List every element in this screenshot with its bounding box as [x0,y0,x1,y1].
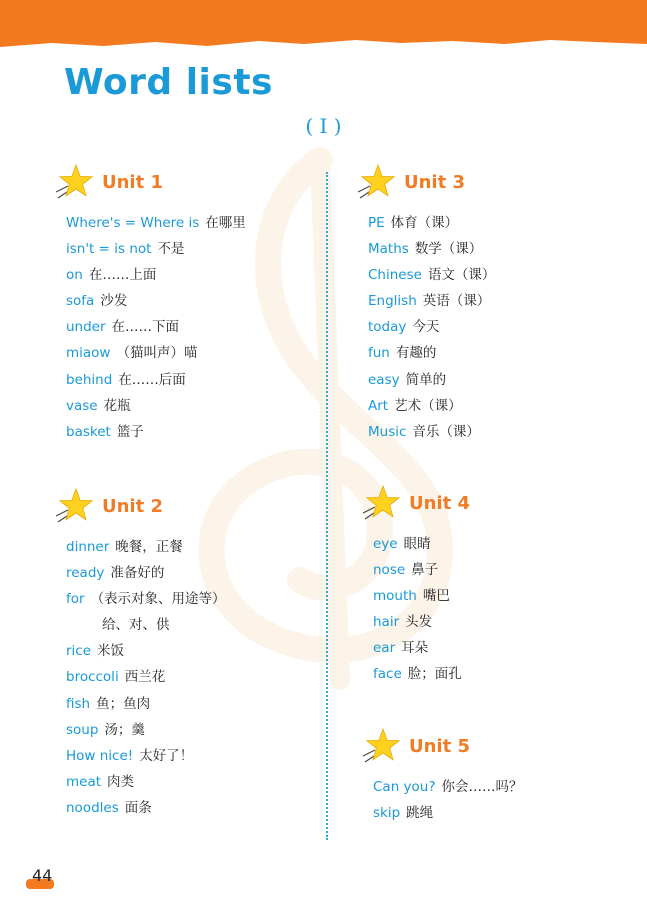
chinese-meaning: 简单的 [405,371,447,388]
word-entry [66,560,226,586]
word-entry [66,288,246,314]
word-entry [66,664,226,690]
english-word: soup [66,721,99,738]
word-entry [66,367,246,393]
english-word: today [368,319,407,336]
unit-heading [373,489,470,529]
unit-heading [66,168,246,208]
word-list [66,210,246,445]
english-word: under [66,319,106,336]
chinese-meaning: 跳绳 [406,805,434,822]
word-list [373,774,523,826]
chinese-meaning: 肉类 [107,773,135,790]
english-word: fun [368,345,390,362]
english-word: Art [368,397,389,414]
chinese-meaning: 音乐（课） [412,423,480,440]
unit-heading [66,492,226,532]
chinese-meaning: 准备好的 [110,565,165,582]
chinese-meaning: 鱼；鱼肉 [96,695,151,712]
english-word: sofa [66,293,95,310]
word-entry [368,236,495,262]
unit-title: Unit 5 [409,736,470,757]
word-entry [373,635,462,661]
word-entry [373,609,462,635]
english-word: How nice! [66,747,134,764]
english-word: isn't = is not [66,241,152,258]
star-icon [354,162,396,204]
word-entry [66,419,246,445]
chinese-meaning: 晚餐，正餐 [115,539,183,555]
english-word: Maths [368,241,409,258]
english-word: noodles [66,799,119,816]
chinese-meaning: 西兰花 [124,669,166,686]
english-word: Chinese [368,267,422,284]
english-word: dinner [66,539,110,555]
english-word: PE [368,215,385,231]
chinese-meaning: 脸；面孔 [407,666,462,683]
word-entry [368,419,495,445]
chinese-meaning: 汤；羹 [104,721,145,738]
column-divider [326,172,328,840]
english-word: hair [373,614,400,631]
english-word: skip [373,805,401,822]
word-entry [66,314,246,340]
chinese-meaning: 语文（课） [427,267,496,284]
chinese-meaning: 眼睛 [403,536,431,552]
english-word: English [368,293,417,310]
chinese-meaning: 给、对、供 [102,617,170,634]
word-entry [368,367,495,393]
star-icon [52,486,94,528]
chinese-meaning: （表示对象、用途等） [90,591,226,608]
chinese-meaning: 鼻子 [411,562,439,579]
word-entry [66,795,226,821]
page-number: 44 [32,866,53,885]
english-word: on [66,267,83,284]
word-entry [66,534,226,560]
english-word: rice [66,643,92,660]
unit-title: Unit 1 [102,172,163,193]
chinese-meaning: 沙发 [100,293,128,310]
word-entry [373,661,462,687]
chinese-meaning: 耳朵 [401,640,429,657]
chinese-meaning: 米饭 [97,643,125,660]
word-entry [66,691,226,717]
word-entry [66,638,226,664]
section-label: ( I ) [305,114,342,138]
page-title: Word lists [64,62,273,103]
word-entry [66,340,246,366]
english-word: for [66,591,85,608]
word-entry [66,717,226,743]
english-word: Music [368,423,407,440]
chinese-meaning: 今天 [412,319,440,336]
word-entry [368,314,495,340]
word-entry [373,800,523,826]
word-list [66,534,226,821]
word-entry [373,583,462,609]
word-entry [66,262,246,288]
unit-heading [368,168,495,208]
chinese-meaning: 你会……吗？ [441,779,523,795]
english-word: Can you? [373,779,436,795]
chinese-meaning: 在……下面 [111,319,180,336]
chinese-meaning: 在……上面 [88,267,157,284]
unit-title: Unit 3 [404,172,465,193]
star-icon [52,162,94,204]
unit-block [66,168,246,445]
unit-block [66,492,226,821]
chinese-meaning: 有趣的 [395,345,437,362]
word-entry [66,236,246,262]
english-word: face [373,666,402,683]
word-entry [66,393,246,419]
star-icon [359,483,401,525]
chinese-meaning: 不是 [157,241,185,258]
chinese-meaning: 英语（课） [422,293,491,310]
top-banner [0,0,647,52]
word-entry [368,288,495,314]
english-word: fish [66,695,91,712]
chinese-meaning: 在……后面 [118,371,186,388]
chinese-meaning: 面条 [124,799,152,816]
english-word: Where's = Where is [66,215,200,231]
chinese-meaning: 体育（课） [390,215,459,231]
unit-title: Unit 2 [102,496,163,517]
word-list [373,531,462,688]
english-word: easy [368,371,400,388]
word-entry [66,769,226,795]
english-word: broccoli [66,669,119,686]
chinese-meaning: 头发 [405,614,433,631]
word-entry [373,531,462,557]
chinese-meaning: 篮子 [116,423,144,440]
unit-block [373,489,470,688]
word-entry [368,262,495,288]
english-word: meat [66,773,102,790]
english-word: nose [373,562,406,579]
unit-block [368,168,495,445]
word-entry [66,586,226,612]
word-entry [368,393,495,419]
english-word: mouth [373,588,417,605]
chinese-meaning: 花瓶 [103,397,131,414]
english-word: miaow [66,345,111,362]
unit-heading [373,732,523,772]
chinese-meaning: 太好了！ [139,747,194,764]
star-icon [359,726,401,768]
word-entry [66,612,226,638]
unit-title: Unit 4 [409,493,470,514]
english-word: behind [66,371,113,388]
english-word: basket [66,423,111,440]
english-word: ready [66,565,105,582]
word-entry [368,210,495,236]
unit-block [373,732,523,826]
chinese-meaning: 艺术（课） [394,397,462,414]
word-list [368,210,495,445]
chinese-meaning: 数学（课） [414,241,483,258]
chinese-meaning: （猫叫声）喵 [116,345,198,362]
english-word: eye [373,536,398,552]
word-entry [368,340,495,366]
english-word: ear [373,640,396,657]
word-entry [373,557,462,583]
word-entry [66,210,246,236]
word-entry [373,774,523,800]
english-word: vase [66,397,98,414]
word-entry [66,743,226,769]
chinese-meaning: 嘴巴 [422,588,450,605]
chinese-meaning: 在哪里 [205,215,246,231]
